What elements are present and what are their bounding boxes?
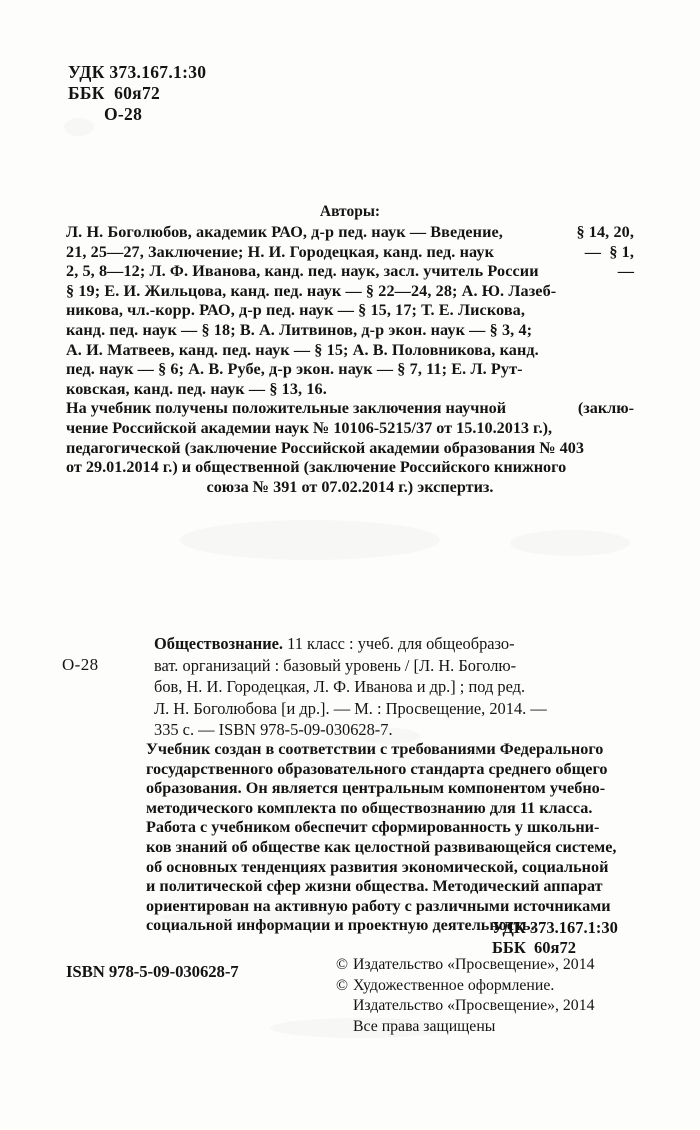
record-title-line: [154, 633, 638, 655]
copyright-text: Издательство «Просвещение», 2014: [353, 997, 595, 1015]
annotation-line: государственного образовательного стандарта среднего общего: [146, 759, 608, 778]
annotation-line: методического комплекта по обществознанию для 11 класса.: [146, 798, 593, 817]
copyright-line: [336, 955, 595, 976]
classification-codes: [68, 62, 206, 125]
scan-smudge: [180, 520, 440, 560]
bbk-code: ББК 60я72: [68, 83, 161, 103]
annotation-line: Работа с учебником обеспечит сформированность у школьни-: [146, 818, 600, 837]
authors-list: [66, 223, 634, 399]
copyright-text: Издательство «Просвещение», 2014: [353, 956, 595, 973]
copyright-line: [336, 1017, 595, 1038]
copyright-line: [336, 996, 595, 1017]
scan-smudge: [510, 530, 630, 556]
copyright-icon: ©: [336, 976, 349, 994]
copyright-icon: ©: [336, 956, 349, 973]
udk-code: УДК 373.167.1:30: [68, 62, 207, 82]
record-title-rest: 11 класс : учеб. для общеобразо-: [283, 634, 515, 653]
copyright-text: Художественное оформление.: [353, 976, 555, 994]
authors-section: [66, 203, 634, 399]
authors-line-left: Л. Н. Боголюбов, академик РАО, д-р пед. наук — Введение,: [66, 223, 503, 241]
review-line: чение Российской академии наук № 10106-5215/37 от 15.10.2013 г.),: [66, 418, 553, 437]
authors-heading: Авторы:: [319, 203, 381, 220]
shelf-sigil: О-28: [104, 104, 143, 124]
annotation-line: ков знаний об обществе как целостной развивающейся системе,: [146, 837, 617, 856]
authors-line: [66, 223, 634, 243]
review-line: педагогической (заключение Российской академии образования № 403: [66, 438, 584, 457]
authors-line: § 19; Е. И. Жильцова, канд. пед. наук — § 22—24, 28; А. Ю. Лазеб-: [66, 281, 557, 300]
authors-line: пед. наук — § 6; А. В. Рубе, д-р экон. наук — § 7, 11; Е. Л. Рут-: [66, 360, 523, 379]
footer-classification-codes: [430, 918, 618, 958]
record-title: Обществознание.: [154, 634, 284, 653]
authors-line: А. И. Матвеев, канд. пед. наук — § 15; А. В. Половникова, канд.: [66, 340, 539, 359]
authors-line-left: 21, 25—27, Заключение; Н. И. Городецкая, канд. пед. наук: [66, 242, 495, 261]
expert-review-statement: [66, 399, 634, 498]
annotation-line: об основных тенденциях развития экономической, социальной: [146, 857, 609, 876]
authors-line-right: — § 1,: [584, 242, 634, 261]
record-line: ват. организаций : базовый уровень / [Л. Н. Боголю-: [154, 655, 517, 675]
bibliographic-record: [62, 633, 638, 741]
footer-bbk-code: ББК 60я72: [492, 938, 576, 957]
authors-line: [66, 243, 634, 263]
record-line: бов, Н. И. Городецкая, Л. Ф. Иванова и др.] ; под ред.: [154, 677, 526, 697]
footer-udk-code: УДК 373.167.1:30: [492, 918, 618, 937]
record-line: 335 с. — ISBN 978-5-09-030628-7.: [154, 720, 393, 740]
authors-line: никова, чл.-корр. РАО, д-р пед. наук — § 15, 17; Т. Е. Лискова,: [66, 301, 525, 320]
copyright-line: [336, 976, 595, 997]
authors-line-right: § 14, 20,: [576, 223, 634, 241]
annotation-line: ориентирован на активную работу с различными источниками: [146, 896, 611, 915]
review-line: союза № 391 от 07.02.2014 г.) экспертиз.: [206, 478, 494, 497]
record-text: [154, 633, 638, 741]
authors-line: ковская, канд. пед. наук — § 13, 16.: [66, 379, 327, 398]
record-line: Л. Н. Боголюбова [и др.]. — М. : Просвещение, 2014. —: [154, 698, 547, 718]
annotation-line: Учебник создан в соответствии с требованиями Федерального: [146, 740, 604, 758]
review-line-right: (заклю-: [577, 399, 634, 417]
book-annotation: [146, 740, 636, 936]
annotation-line: образования. Он является центральным компонентом учебно-: [146, 779, 606, 798]
record-sigil: О-28: [62, 655, 99, 674]
review-line: [66, 399, 634, 419]
isbn-number: ISBN 978-5-09-030628-7: [66, 962, 239, 981]
review-line-left: На учебник получены положительные заключения научной: [66, 399, 507, 417]
copyright-text: Все права защищены: [353, 1017, 496, 1035]
annotation-line: и политической сфер жизни общества. Методический аппарат: [146, 877, 603, 896]
authors-line: канд. пед. наук — § 18; В. А. Литвинов, д-р экон. наук — § 3, 4;: [66, 320, 533, 339]
annotation-line: социальной информации и проектную деятельность.: [146, 916, 535, 935]
copyright-block: [336, 955, 595, 1037]
authors-line: [66, 262, 634, 282]
review-line: от 29.01.2014 г.) и общественной (заключение Российского книжного: [66, 458, 567, 477]
authors-line-left: 2, 5, 8—12; Л. Ф. Иванова, канд. пед. наук, засл. учитель России: [66, 262, 539, 281]
authors-line-right: —: [617, 262, 634, 281]
